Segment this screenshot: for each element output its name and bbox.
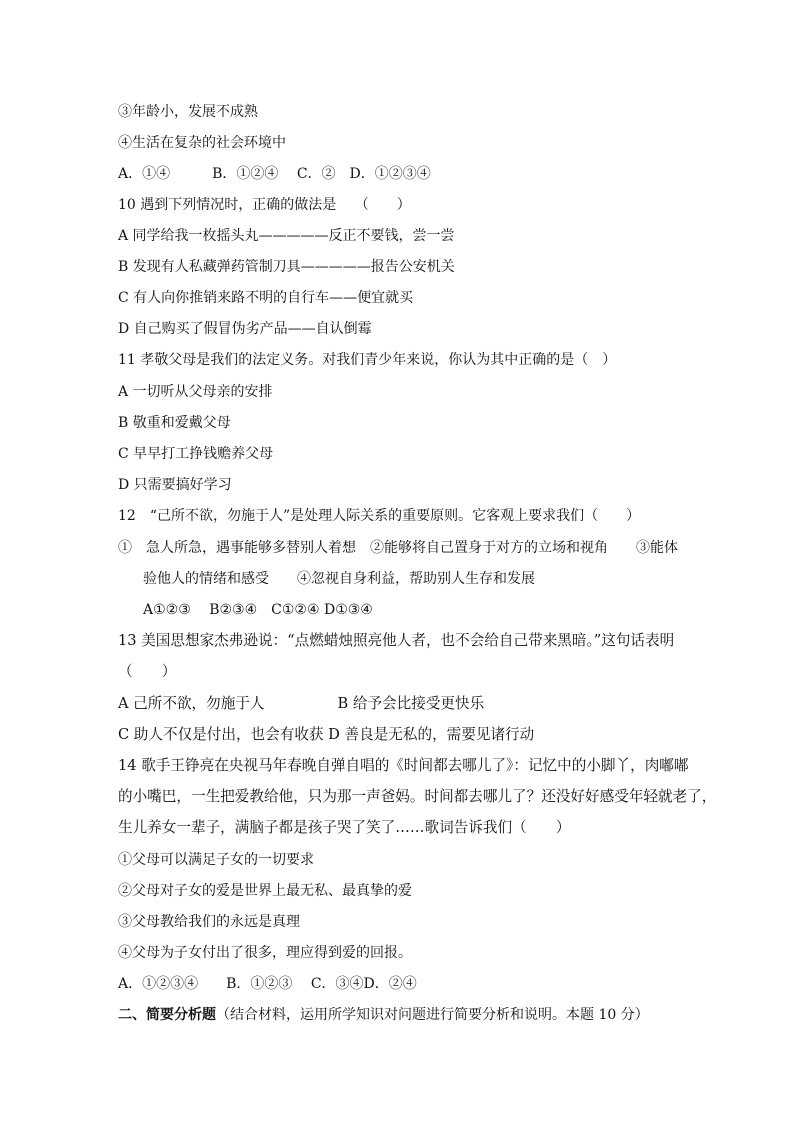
option-line: ①父母可以满足子女的一切要求: [118, 852, 314, 868]
option-line: ③年龄小，发展不成熟: [118, 104, 258, 120]
section-title: 二、简要分析题: [118, 1007, 216, 1023]
question-13: 13 美国思想家杰弗逊说：“点燃蜡烛照亮他人者，也不会给自己带来黑暗。”这句话表明: [118, 632, 675, 649]
option-line: 验他人的情绪和感受 ④忽视自身利益，帮助别人生存和发展: [143, 571, 535, 587]
answer-choices: A．①④ B．①②④ C．② D．①②③④: [118, 166, 431, 182]
answer-choices: A．①②③④ B．①②③ C．③④D．②④: [118, 976, 417, 992]
option-line: ④生活在复杂的社会环境中: [118, 135, 286, 151]
question-14-lyrics: 的小嘴巴，一生把爱教给他，只为那一声爸妈。时间都去哪儿了？还没好好感受年轻就老了，: [118, 788, 717, 805]
option-line: C 助人不仅是付出，也会有收获 D 善良是无私的，需要见诸行动: [118, 726, 535, 743]
option-line: B 敬重和爱戴父母: [118, 415, 231, 431]
option-line: ③父母教给我们的永远是真理: [118, 914, 300, 930]
question-11: 11 孝敬父母是我们的法定义务。对我们青少年来说，你认为其中正确的是（ ）: [118, 352, 617, 368]
option-line: B 发现有人私藏弹药管制刀具—————报告公安机关: [118, 259, 455, 275]
option-line: A 己所不欲，勿施于人 B 给予会比接受更快乐: [118, 695, 485, 712]
section-heading: [118, 1005, 649, 1025]
question-14: 14 歌手王铮亮在央视马年春晚自弹自唱的《时间都去哪儿了》：记忆中的小脚丫，肉嘟嘟: [118, 757, 689, 774]
section-instruction: （结合材料，运用所学知识对问题进行简要分析和说明。本题 10 分）: [216, 1007, 649, 1023]
question-13-bracket: （ ）: [118, 663, 177, 680]
question-10: 10 遇到下列情况时，正确的做法是 （ ）: [118, 197, 411, 213]
question-12: 12 “己所不欲，勿施于人”是处理人际关系的重要原则。它客观上要求我们（ ）: [118, 508, 641, 524]
answer-choices: A①②③ B②③④ C①②④ D①③④: [143, 602, 373, 618]
question-14-lyrics: 生儿养女一辈子，满脑子都是孩子哭了笑了……歌词告诉我们（ ）: [118, 819, 571, 836]
option-line: ②父母对子女的爱是世界上最无私、最真挚的爱: [118, 883, 412, 899]
option-line: C 早早打工挣钱赡养父母: [118, 446, 274, 462]
option-line: A 一切听从父母亲的安排: [118, 384, 273, 400]
option-line: A 同学给我一枚摇头丸—————反正不要钱，尝一尝: [118, 228, 455, 244]
option-line: D 只需要搞好学习: [118, 477, 232, 493]
option-line: D 自己购买了假冒伪劣产品——自认倒霉: [118, 321, 372, 337]
option-line: ④父母为子女付出了很多，理应得到爱的回报。: [118, 945, 412, 961]
option-line: C 有人向你推销来路不明的自行车——便宜就买: [118, 290, 414, 306]
option-line: ① 急人所急，遇事能够多替别人着想 ②能够将自己置身于对方的立场和视角 ③能体: [118, 540, 678, 556]
